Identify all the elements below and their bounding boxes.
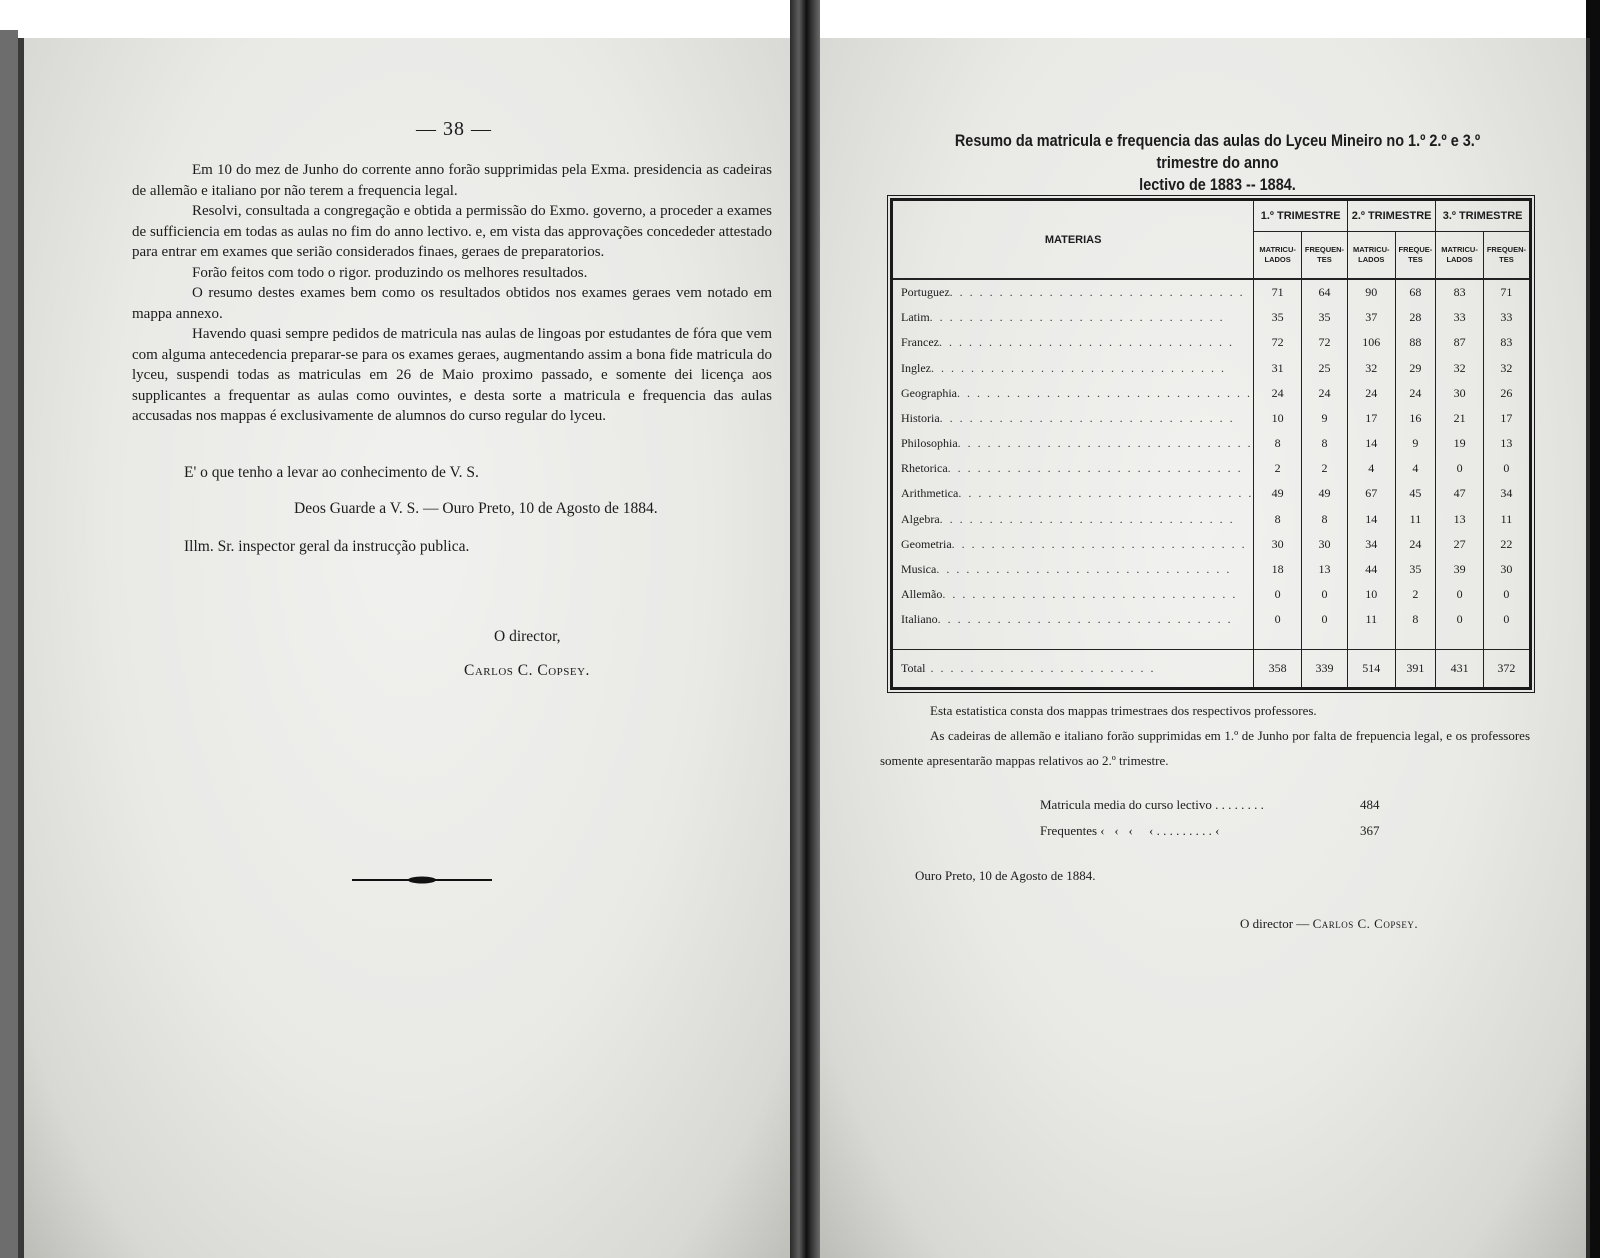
leader-dots: . . . . . . . . [1211,797,1264,812]
page-number: — 38 — [416,118,492,140]
statistics-table [893,201,1529,687]
table-notes [880,698,1530,773]
value-cell: 13 [1436,506,1484,531]
materia-label: Allemão [901,587,943,602]
materia-label: Algebra [901,511,940,526]
leader-dots: ‹ ‹ ‹ ‹ . . . . . . . . . ‹ [1097,823,1220,838]
table-row [893,506,1529,531]
value-cell: 25 [1301,356,1347,381]
materia-cell [893,532,1254,557]
value-cell: 0 [1503,612,1510,627]
value-cell: 71 [1254,279,1302,305]
value-cell: 2 [1254,456,1302,481]
materia-cell [893,582,1254,607]
value-cell: 4 [1395,456,1436,481]
total-cell: 431 [1436,650,1484,687]
value-cell: 14 [1348,506,1396,531]
value-cell: 24 [1395,532,1436,557]
table-row [893,279,1529,305]
table-title-line-1: Resumo da matricula e frequencia das aulas do Lyceu Mineiro no 1.º 2.º e 3.º trimestre do anno [954,131,1481,172]
value-cell: 67 [1348,481,1396,506]
value-cell: 0 [1301,607,1347,632]
leader-dots: . . . . . . . . . . . . . . . . . . . . . . . . . . . . . . [938,335,1234,350]
value-cell: 11 [1395,506,1436,531]
leader-dots: . . . . . . . . . . . . . . . . . . . . . . . . . . . . . . [957,436,1253,451]
value-cell: 8 [1395,607,1436,632]
header-trimestre-1: 1.º TRIMESTRE [1254,201,1348,232]
leader-dots: . . . . . . . . . . . . . . . . . . . . . . . . . . . . . . [958,486,1254,501]
value-cell: 0 [1301,582,1347,607]
materia-cell [893,305,1254,330]
subheader-frequentes: FREQUEN- TES [1483,232,1529,280]
value-cell: 13 [1500,436,1513,451]
value-cell: 16 [1395,406,1436,431]
value-cell: 35 [1254,305,1302,330]
value-cell: 47 [1436,481,1484,506]
value-cell: 13 [1301,557,1347,582]
total-row [893,650,1529,687]
value-cell: 71 [1500,285,1513,300]
value-cell: 22 [1500,536,1513,551]
freq-label-text: Frequentes [1040,823,1098,838]
header-trimestre-2: 2.º TRIMESTRE [1348,201,1436,232]
value-cell: 30 [1500,561,1513,576]
table-row [893,406,1529,431]
value-cell: 45 [1395,481,1436,506]
table-row [893,456,1529,481]
table-separator-row [893,632,1529,650]
leader-dots: . . . . . . . . . . . . . . . . . . . . . . . [925,661,1156,676]
value-cell: 10 [1348,582,1396,607]
subheader-matriculados: MATRICU- LADOS [1436,232,1484,280]
value-cell: 0 [1436,582,1484,607]
value-cell: 68 [1395,279,1436,305]
value-cell: 30 [1254,532,1302,557]
subheader-matriculados: MATRICU- LADOS [1254,232,1302,280]
materia-cell [893,506,1254,531]
materia-cell [893,279,1254,305]
value-cell: 29 [1395,356,1436,381]
value-cell: 32 [1436,356,1484,381]
leader-dots: . . . . . . . . . . . . . . . . . . . . . . . . . . . . . . [951,536,1247,551]
value-cell: 30 [1301,532,1347,557]
total-cell: 514 [1348,650,1396,687]
value-cell: 9 [1301,406,1347,431]
value-cell: 17 [1348,406,1396,431]
table-row [893,532,1529,557]
value-cell: 24 [1348,381,1396,406]
signature-name: Carlos C. Copsey. [1312,916,1419,931]
materia-label: Philosophia [901,436,958,451]
leader-dots: . . . . . . . . . . . . . . . . . . . . . . . . . . . . . . [939,410,1235,425]
media-label [1040,797,1264,813]
leader-dots: . . . . . . . . . . . . . . . . . . . . . . . . . . . . . . [947,461,1243,476]
right-date: Ouro Preto, 10 de Agosto de 1884. [915,868,1096,883]
materia-label: Geographia [901,385,957,400]
paragraph: O resumo destes exames bem como os resultados obtidos nos exames geraes vem notado em mappa annexo. [132,285,772,322]
leader-dots: . . . . . . . . . . . . . . . . . . . . . . . . . . . . . . [936,561,1232,576]
subheader-frequentes: FREQUEN- TES [1301,232,1347,280]
materia-label: Historia [901,410,940,425]
materia-label: Musica [901,561,937,576]
value-cell: 11 [1500,511,1513,526]
addressee: Illm. Sr. inspector geral da instrucção publica. [184,538,470,555]
materia-cell [893,381,1254,406]
total-label [893,650,1254,687]
leader-dots: . . . . . . . . . . . . . . . . . . . . . . . . . . . . . . [937,612,1233,627]
value-cell: 30 [1436,381,1484,406]
materia-cell [893,557,1254,582]
value-cell: 88 [1395,330,1436,355]
leader-dots: . . . . . . . . . . . . . . . . . . . . . . . . . . . . . . [930,360,1226,375]
note-1: Esta estatistica consta dos mappas trimestraes dos respectivos professores. [930,703,1317,718]
materia-label: Portuguez [901,285,950,300]
value-cell: 0 [1254,607,1302,632]
sign-name: Carlos C. Copsey. [464,662,590,679]
total-cell: 391 [1395,650,1436,687]
media-label-text: Matricula media do curso lectivo [1040,797,1212,812]
value-cell: 33 [1500,310,1513,325]
materia-label: Latim [901,310,930,325]
value-cell: 11 [1348,607,1396,632]
materia-label: Inglez [901,360,931,375]
value-cell: 35 [1301,305,1347,330]
value-cell: 24 [1254,381,1302,406]
freq-label [1040,823,1219,839]
value-cell: 83 [1436,279,1484,305]
statistics-table-body [893,279,1529,687]
materia-label: Geometria [901,536,952,551]
value-cell: 10 [1254,406,1302,431]
value-cell: 32 [1500,360,1513,375]
total-label-text: Total [901,661,926,676]
paragraph: Resolvi, consultada a congregação e obtida a permissão do Exmo. governo, a proceder a exames de sufficiencia em todas as aulas no fim do anno lectivo. e, em vista das approvações concededer attestado para entrar em exames que serião considerados finaes, geraes de preparatorios. [132,203,772,260]
table-row [893,305,1529,330]
value-cell: 72 [1301,330,1347,355]
table-row [893,330,1529,355]
table-row [893,381,1529,406]
table-row [893,557,1529,582]
materia-label: Rhetorica [901,461,948,476]
value-cell: 87 [1436,330,1484,355]
value-cell: 28 [1395,305,1436,330]
value-cell: 24 [1301,381,1347,406]
value-cell: 90 [1348,279,1396,305]
value-cell: 21 [1436,406,1484,431]
value-cell: 0 [1503,461,1510,476]
paragraph: Forão feitos com todo o rigor. produzindo os melhores resultados. [192,264,588,281]
value-cell: 4 [1348,456,1396,481]
value-cell: 32 [1348,356,1396,381]
book-spine [790,0,820,1258]
value-cell: 83 [1500,335,1513,350]
leader-dots: . . . . . . . . . . . . . . . . . . . . . . . . . . . . . . [949,285,1245,300]
table-row [893,431,1529,456]
value-cell: 39 [1436,557,1484,582]
value-cell: 2 [1301,456,1347,481]
letter-body [132,160,772,427]
value-cell: 8 [1254,431,1302,456]
value-cell: 26 [1500,385,1513,400]
leader-dots: . . . . . . . . . . . . . . . . . . . . . . . . . . . . . . [956,385,1252,400]
value-cell: 34 [1348,532,1396,557]
closing-line: E' o que tenho a levar ao conhecimento de V. S. [184,464,479,481]
value-cell: 0 [1436,456,1484,481]
note-2: As cadeiras de allemão e italiano forão supprimidas em 1.º de Junho por falta de frepuencia legal, e os professores somente apresentarão mappas relativos ao 2.º trimestre. [880,728,1530,768]
value-cell: 106 [1348,330,1396,355]
value-cell: 14 [1348,431,1396,456]
value-cell: 2 [1395,582,1436,607]
paragraph: Em 10 do mez de Junho do corrente anno forão supprimidas pela Exma. presidencia as cadeiras de allemão e italiano por não terem a frequencia legal. [132,162,772,199]
materia-label: Italiano [901,612,938,627]
value-cell: 9 [1395,431,1436,456]
table-row [893,582,1529,607]
materia-cell [893,456,1254,481]
statistics-table-frame [890,198,1532,690]
book-edge-left [0,30,18,1258]
total-cell: 339 [1301,650,1347,687]
paragraph: Havendo quasi sempre pedidos de matricula nas aulas de lingoas por estudantes de fóra que vem com alguma antecedencia preparar-se para os exames geraes, augmentando assim a bona fide matricula do lyceu, suspendi todas as matriculas em 26 de Maio proximo passado, e somente dei licença aos supplicantes a frequentar as aulas como ouvintes, e desta sorte a matricula e frequencia das aulas accusadas nos mappas é exclusivamente de alumnos do curso regular do lyceu. [132,326,772,424]
signature-prefix: O director — [1240,916,1310,931]
value-cell: 34 [1500,486,1513,501]
leader-dots: . . . . . . . . . . . . . . . . . . . . . . . . . . . . . . [942,587,1238,602]
materia-label: Arithmetica [901,486,959,501]
value-cell: 8 [1301,506,1347,531]
value-cell: 0 [1436,607,1484,632]
value-cell: 8 [1254,506,1302,531]
header-trimestre-3: 3.º TRIMESTRE [1436,201,1529,232]
value-cell: 27 [1436,532,1484,557]
value-cell: 0 [1254,582,1302,607]
value-cell: 8 [1301,431,1347,456]
value-cell: 37 [1348,305,1396,330]
table-row [893,607,1529,632]
freq-value: 367 [1360,823,1380,838]
value-cell: 19 [1436,431,1484,456]
total-cell: 358 [1254,650,1302,687]
leader-dots: . . . . . . . . . . . . . . . . . . . . . . . . . . . . . . [939,511,1235,526]
salutation: Deos Guarde a V. S. — Ouro Preto, 10 de Agosto de 1884. [294,500,658,517]
ornament-divider [352,874,492,886]
table-title [952,130,1483,196]
value-cell: 0 [1503,587,1510,602]
materia-cell [893,481,1254,506]
subheader-frequentes: FREQUE- TES [1395,232,1436,280]
left-page [18,38,796,1258]
value-cell: 44 [1348,557,1396,582]
table-row [893,356,1529,381]
table-row [893,481,1529,506]
value-cell: 17 [1500,410,1513,425]
materia-cell [893,607,1254,632]
materia-label: Francez [901,335,939,350]
header-materias: MATERIAS [893,201,1254,279]
media-value: 484 [1360,797,1380,812]
value-cell: 18 [1254,557,1302,582]
subheader-matriculados: MATRICU- LADOS [1348,232,1396,280]
value-cell: 24 [1395,381,1436,406]
value-cell: 35 [1395,557,1436,582]
right-signature [1240,916,1418,932]
materia-cell [893,431,1254,456]
materia-cell [893,406,1254,431]
materia-cell [893,330,1254,355]
total-cell: 372 [1497,661,1516,676]
value-cell: 49 [1301,481,1347,506]
materia-cell [893,356,1254,381]
sign-title: O director, [494,628,561,645]
value-cell: 64 [1301,279,1347,305]
value-cell: 49 [1254,481,1302,506]
value-cell: 72 [1254,330,1302,355]
value-cell: 33 [1436,305,1484,330]
table-title-line-2: lectivo de 1883 -- 1884. [1139,175,1296,194]
leader-dots: . . . . . . . . . . . . . . . . . . . . . . . . . . . . . . [929,310,1225,325]
value-cell: 31 [1254,356,1302,381]
